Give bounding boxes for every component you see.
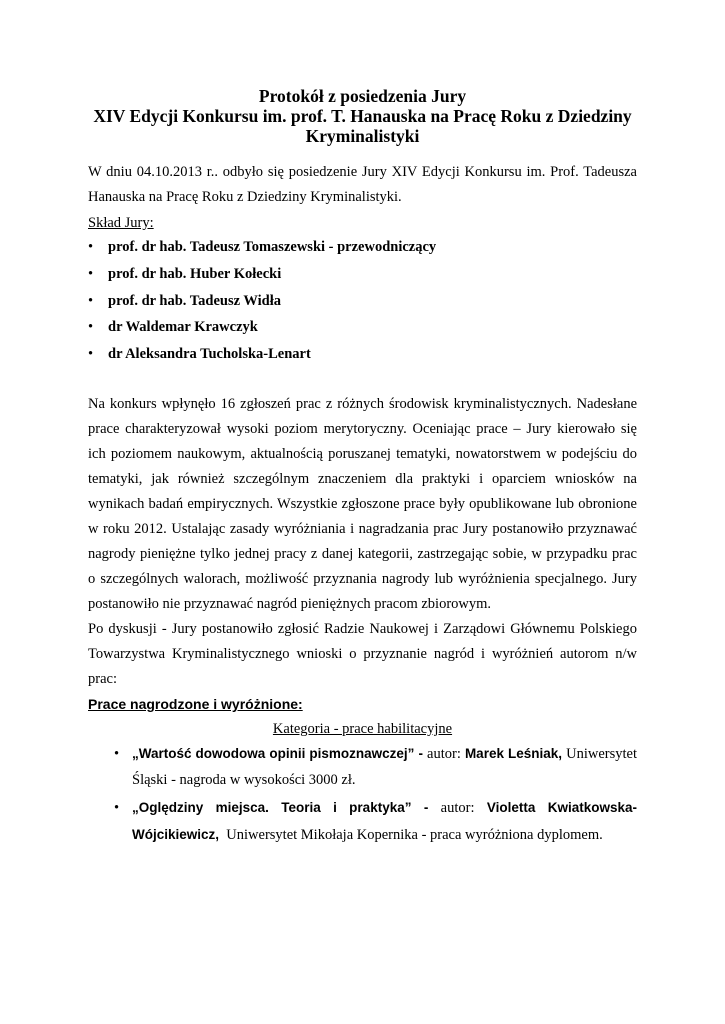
award-author: Violetta Kwiatkowska- — [486, 800, 637, 815]
intro-line: Hanauska na Pracę Roku z Dziedziny Kryminalistyki. — [88, 189, 402, 205]
jury-member-name: prof. dr hab. Tadeusz Tomaszewski - przewodniczący — [108, 239, 437, 255]
category-heading: Kategoria - prace habilitacyjne — [272, 721, 453, 737]
paragraph-line: Towarzystwa Kryminalistycznego wnioski o przyznanie nagród i wyróżnień autorom n/w — [88, 646, 637, 662]
paragraph-line: w roku 2012. Ustalając zasady wyróżniania i nagradzania prac Jury postanowiło przyznawać — [88, 521, 637, 537]
award-line — [132, 745, 637, 763]
bullet-icon: • — [114, 746, 120, 762]
award-affiliation: Uniwersytet — [566, 746, 637, 762]
bullet-icon: • — [88, 346, 94, 362]
award-line: Śląski - nagroda w wysokości 3000 zł. — [132, 772, 356, 788]
paragraph-line: ich poziomem naukowym, aktualnością poruszanej tematyki, nowatorstwem w podejściu do — [88, 446, 637, 462]
jury-member-name: dr Aleksandra Tucholska-Lenart — [108, 346, 311, 362]
document-title-line3: Kryminalistyki — [305, 126, 420, 146]
award-title: „Oględziny miejsca. Teoria i praktyka” - — [132, 800, 429, 815]
jury-member-name: prof. dr hab. Tadeusz Widła — [108, 293, 282, 309]
award-affiliation: Uniwersytet Mikołaja Kopernika - praca wyróżniona dyplomem. — [226, 827, 603, 843]
bullet-icon: • — [88, 239, 94, 255]
author-label: autor: — [427, 746, 461, 762]
document-title-line1: Protokół z posiedzenia Jury — [258, 86, 467, 106]
author-label: autor: — [440, 800, 475, 816]
award-author: Wójcikiewicz, — [132, 827, 220, 842]
paragraph-line: Na konkurs wpłynęło 16 zgłoszeń prac z różnych środowisk kryminalistycznych. Nadesłane — [88, 396, 637, 412]
paragraph-line: prac: — [88, 671, 117, 687]
paragraph-line: wynikach badań empirycznych. Wszystkie zgłoszone prace były opublikowane lub obronione — [88, 496, 637, 512]
paragraph-line: Po dyskusji - Jury postanowiło zgłosić Radzie Naukowej i Zarządowi Głównemu Polskiego — [88, 621, 637, 637]
paragraph-line: tematyki, jak również szczególnym znaczeniem dla praktyki i oparciem wniosków na — [88, 471, 637, 487]
jury-heading: Skład Jury: — [88, 215, 154, 231]
award-line — [132, 826, 603, 844]
paragraph-line: postanowiło nie przyznawać nagród pieniężnych pracom zbiorowym. — [88, 596, 492, 612]
paragraph-line: o szczególnych walorach, możliwość przyznania nagrody lub wyróżnienia specjalnego. Jury — [88, 571, 637, 587]
bullet-icon: • — [88, 293, 94, 309]
bullet-icon: • — [88, 319, 94, 335]
paragraph-line: prace charakteryzował wysoki poziom merytoryczny. Oceniając prace – Jury kierowało się — [88, 421, 637, 437]
award-line — [132, 799, 637, 817]
paragraph-line: nagrody pieniężne tylko jednej pracy z danej kategorii, zastrzegając sobie, w przypadku prac — [88, 546, 637, 562]
bullet-icon: • — [88, 266, 94, 282]
jury-member-name: dr Waldemar Krawczyk — [108, 319, 258, 335]
award-title: „Wartość dowodowa opinii pismoznawczej” - — [132, 746, 423, 761]
jury-member-name: prof. dr hab. Huber Kołecki — [108, 266, 282, 282]
award-author: Marek Leśniak, — [464, 746, 563, 761]
awards-heading: Prace nagrodzone i wyróżnione: — [88, 696, 303, 712]
bullet-icon: • — [114, 800, 120, 816]
intro-line: W dniu 04.10.2013 r.. odbyło się posiedzenie Jury XIV Edycji Konkursu im. Prof. Tadeusza — [88, 164, 637, 180]
document-title-line2: XIV Edycji Konkursu im. prof. T. Hanauska na Pracę Roku z Dziedziny — [93, 106, 632, 126]
